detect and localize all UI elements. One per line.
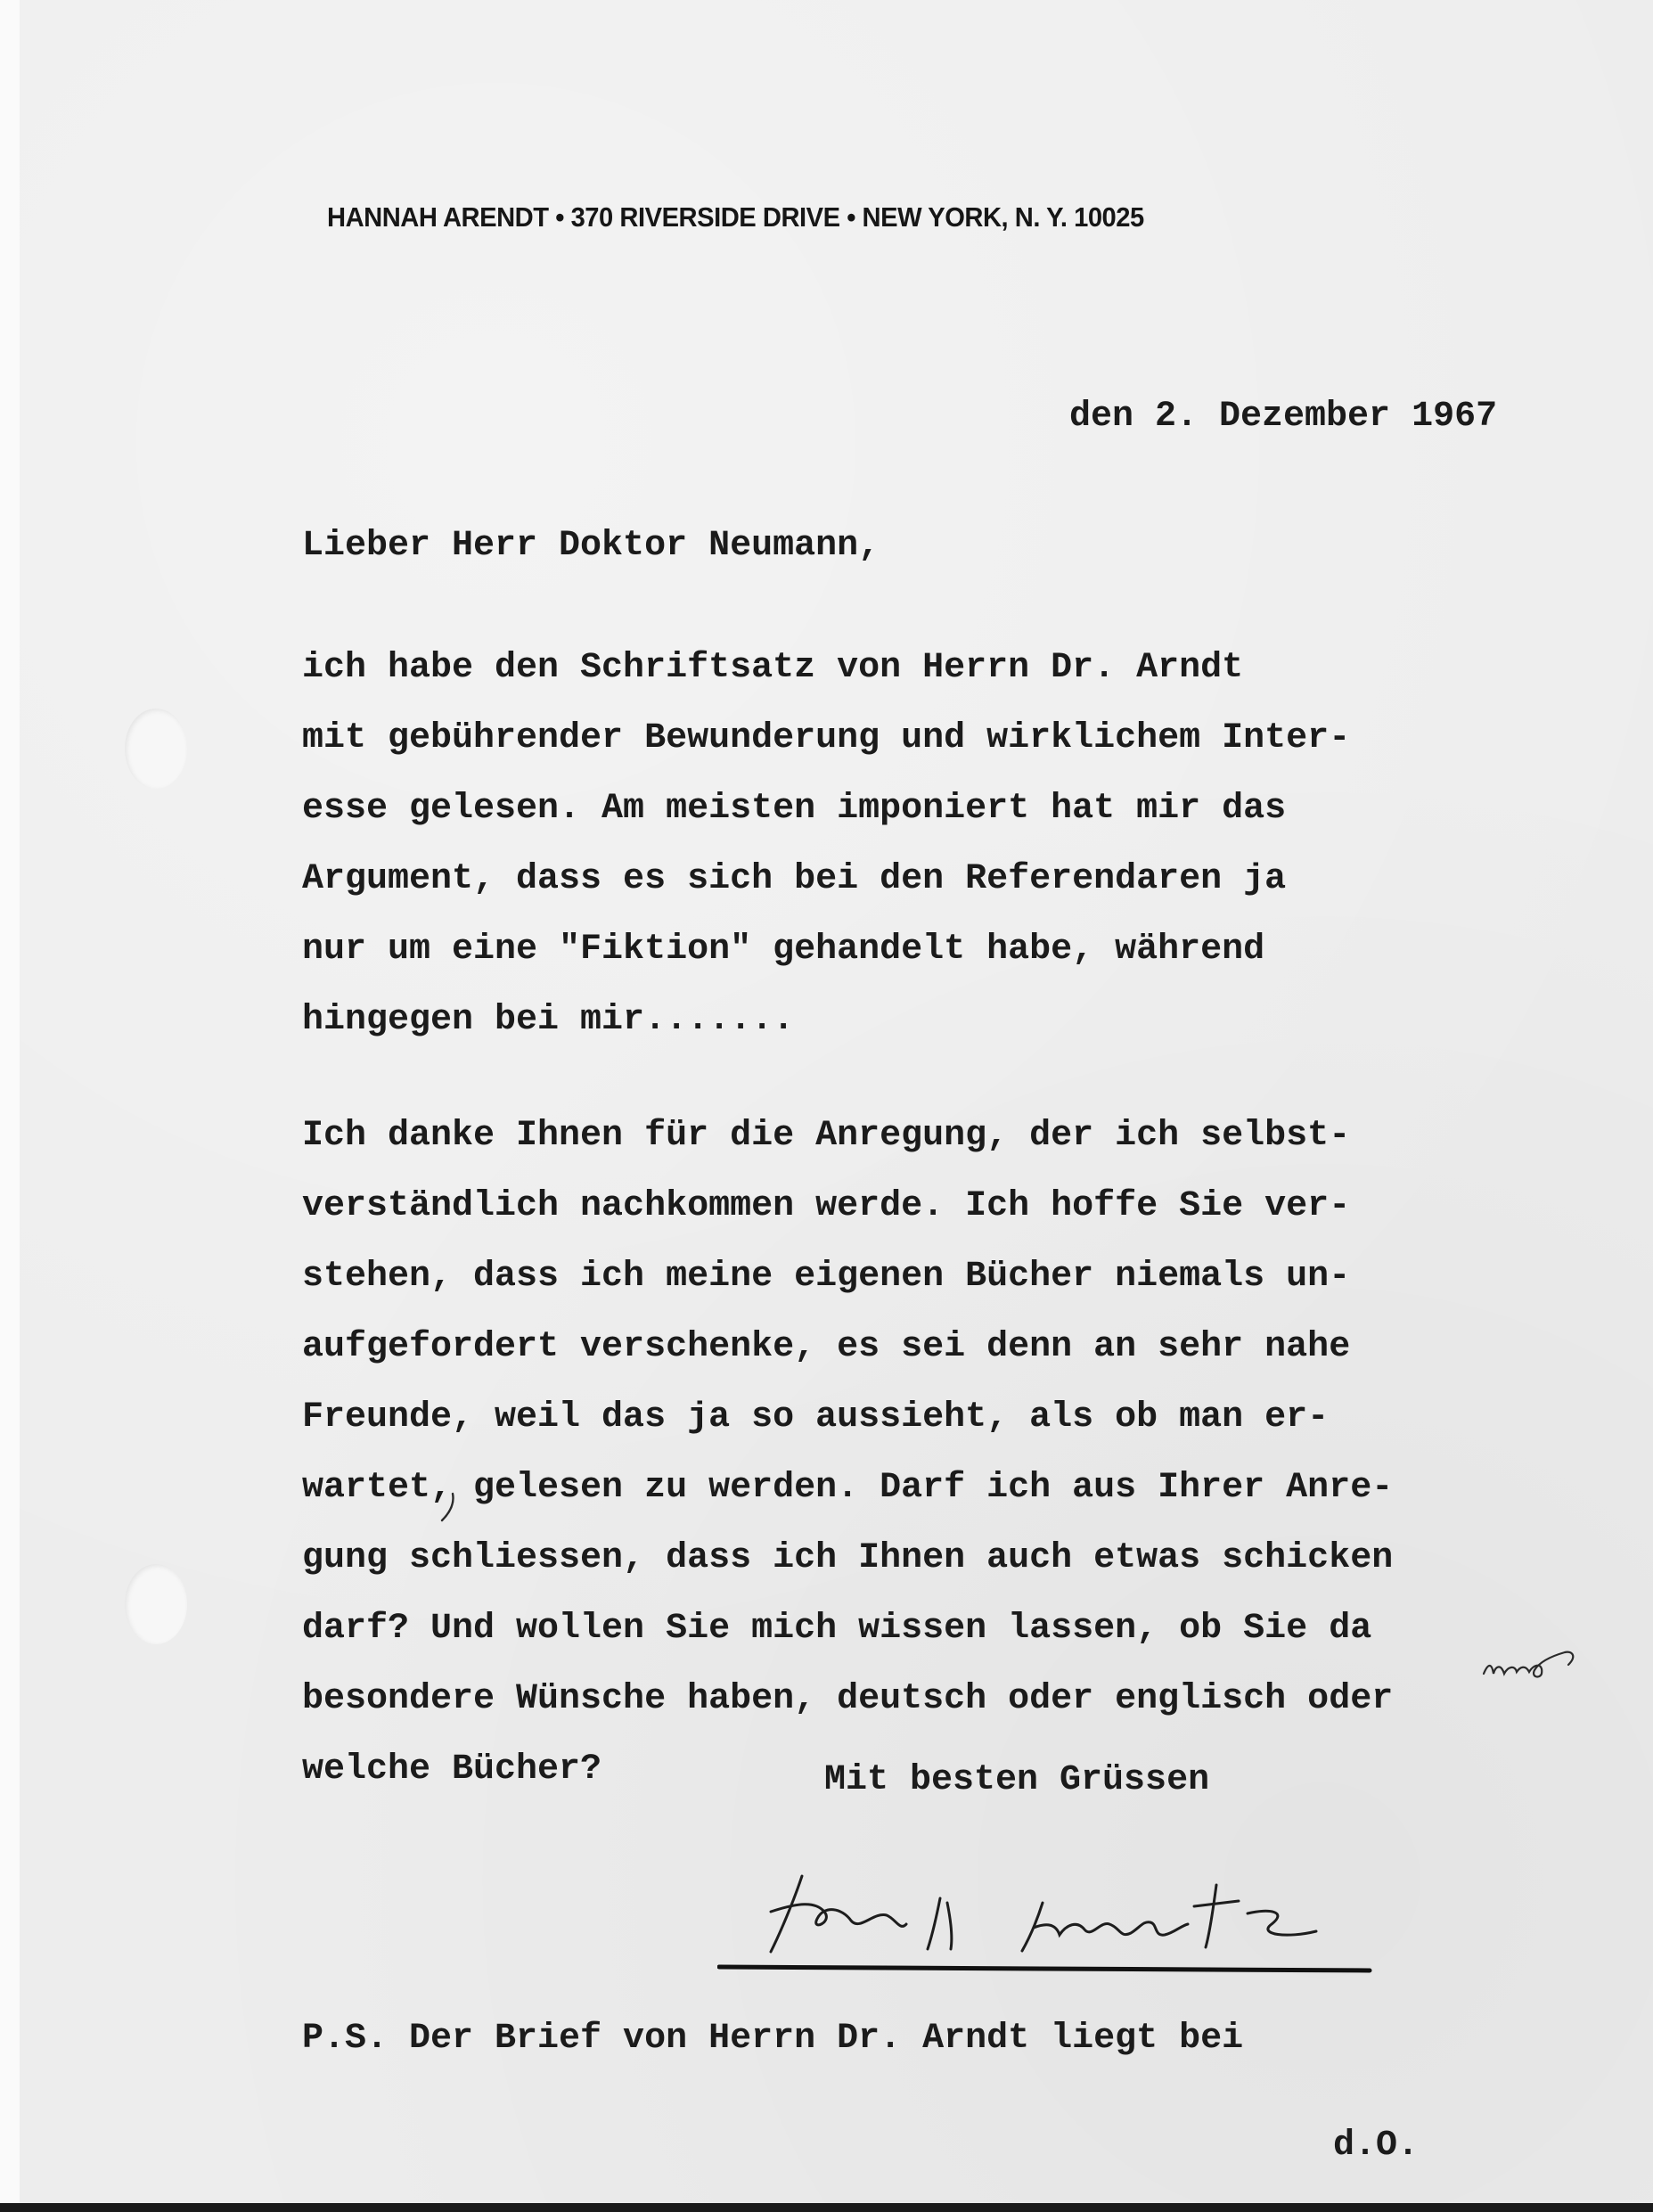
- handwritten-correction: [1479, 1647, 1586, 1683]
- letter-date: den 2. Dezember 1967: [1069, 397, 1498, 437]
- paragraph-line: aufgefordert verschenke, es sei denn an sehr nahe: [302, 1327, 1351, 1367]
- initials: d.O.: [1333, 2126, 1420, 2166]
- scan-border: [0, 2203, 1653, 2212]
- postscript: P.S. Der Brief von Herrn Dr. Arndt liegt bei: [302, 2019, 1244, 2059]
- paragraph-line: esse gelesen. Am meisten imponiert hat mir das: [302, 789, 1287, 829]
- paragraph-2: [302, 1101, 1393, 1805]
- paragraph-line: nur um eine "Fiktion" gehandelt habe, während: [302, 930, 1265, 970]
- paragraph-line: ich habe den Schriftsatz von Herrn Dr. Arndt: [302, 648, 1244, 688]
- signature: [717, 1849, 1377, 1983]
- paragraph-line: welche Bücher?: [302, 1749, 602, 1790]
- paragraph-line: hingegen bei mir.......: [302, 1000, 795, 1040]
- paragraph-line: besondere Wünsche haben, deutsch oder englisch oder: [302, 1679, 1394, 1719]
- salutation: Lieber Herr Doktor Neumann,: [302, 526, 880, 566]
- page-edge: [0, 0, 20, 2212]
- paragraph-line: Argument, dass es sich bei den Referendaren ja: [302, 859, 1287, 899]
- paragraph-line: Freunde, weil das ja so aussieht, als ob man er-: [302, 1397, 1330, 1438]
- paragraph-line: gung schliessen, dass ich Ihnen auch etwas schicken: [302, 1538, 1394, 1578]
- paragraph-line: darf? Und wollen Sie mich wissen lassen, ob Sie da: [302, 1609, 1372, 1649]
- punch-hole-bottom: [125, 1564, 187, 1644]
- handwritten-comma: [435, 1490, 462, 1526]
- letterhead: HANNAH ARENDT • 370 RIVERSIDE DRIVE • NEW YORK, N. Y. 10025: [327, 201, 1144, 233]
- paragraph-line: Ich danke Ihnen für die Anregung, der ich selbst-: [302, 1116, 1351, 1156]
- paragraph-1: [302, 633, 1350, 1055]
- punch-hole-top: [125, 709, 187, 789]
- paragraph-line: stehen, dass ich meine eigenen Bücher niemals un-: [302, 1257, 1351, 1297]
- paragraph-line: mit gebührender Bewunderung und wirklichem Inter-: [302, 718, 1351, 758]
- closing: Mit besten Grüssen: [824, 1760, 1210, 1800]
- paragraph-line: wartet, gelesen zu werden. Darf ich aus Ihrer Anre-: [302, 1468, 1394, 1508]
- paragraph-line: verständlich nachkommen werde. Ich hoffe Sie ver-: [302, 1186, 1351, 1226]
